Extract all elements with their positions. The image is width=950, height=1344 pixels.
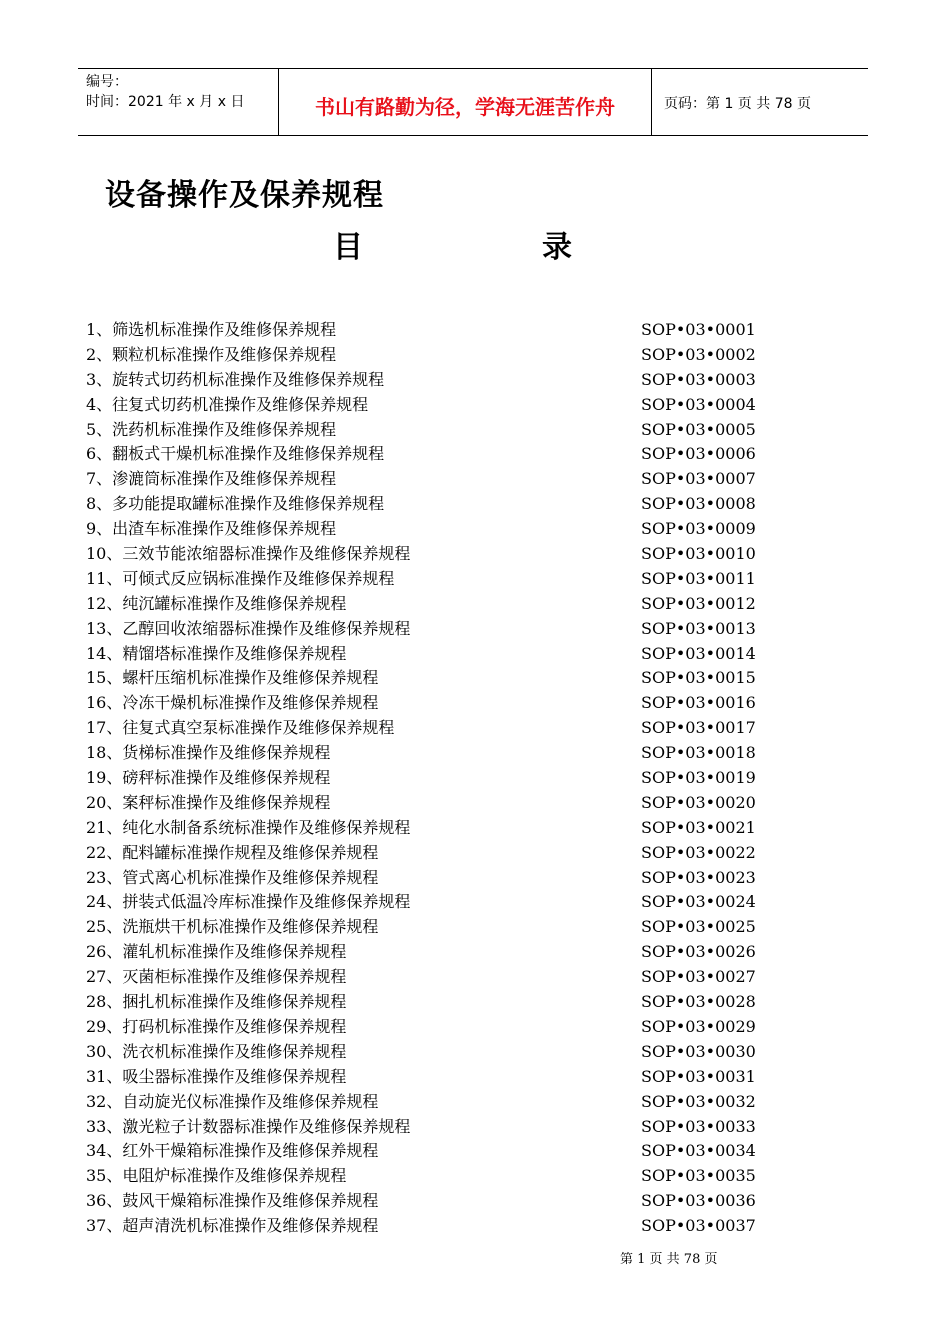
toc-item-title: 30、洗衣机标准操作及维修保养规程 [86, 1041, 347, 1061]
toc-item[interactable] [86, 1015, 786, 1040]
toc-item-title: 2、颗粒机标准操作及维修保养规程 [86, 344, 337, 364]
toc-item-title: 1、筛选机标准操作及维修保养规程 [86, 320, 337, 339]
toc-item-title: 34、红外干燥箱标准操作及维修保养规程 [86, 1141, 379, 1161]
toc-item[interactable] [86, 841, 786, 866]
toc-item[interactable] [86, 915, 786, 940]
toc-item-code: SOP•03•0006 [641, 444, 756, 464]
toc-item-code: SOP•03•0023 [641, 867, 756, 887]
toc-item-title: 16、冷冻干燥机标准操作及维修保养规程 [86, 693, 379, 713]
toc-item[interactable] [86, 1065, 786, 1090]
toc-item[interactable] [86, 442, 786, 467]
toc-item[interactable] [86, 592, 786, 617]
toc-item-title: 14、精馏塔标准操作及维修保养规程 [86, 643, 347, 663]
toc-item-title: 18、货梯标准操作及维修保养规程 [86, 743, 331, 763]
toc-item-title: 21、纯化水制备系统标准操作及维修保养规程 [86, 817, 411, 837]
toc-item-code: SOP•03•0024 [641, 892, 756, 912]
toc-item-code: SOP•03•0014 [641, 643, 756, 663]
toc-item-title: 33、激光粒子计数器标准操作及维修保养规程 [86, 1116, 411, 1136]
toc-item-title: 3、旋转式切药机标准操作及维修保养规程 [86, 369, 385, 389]
toc-item-code: SOP•03•0003 [641, 369, 756, 389]
toc-item-title: 29、打码机标准操作及维修保养规程 [86, 1016, 347, 1036]
toc-item-code: SOP•03•0013 [641, 618, 756, 638]
toc-item[interactable] [86, 990, 786, 1015]
toc-item-code: SOP•03•0032 [641, 1091, 756, 1111]
toc-item-code: SOP•03•0007 [641, 469, 756, 489]
page-footer: 第 1 页 共 78 页 [620, 1252, 718, 1267]
toc-item-title: 13、乙醇回收浓缩器标准操作及维修保养规程 [86, 618, 411, 638]
toc-item-code: SOP•03•0018 [641, 743, 756, 763]
toc-item-title: 6、翻板式干燥机标准操作及维修保养规程 [86, 444, 385, 464]
toc-item[interactable] [86, 940, 786, 965]
toc-item[interactable] [86, 343, 786, 368]
toc-item-code: SOP•03•0028 [641, 992, 756, 1012]
toc-item-title: 25、洗瓶烘干机标准操作及维修保养规程 [86, 917, 379, 937]
toc-item[interactable] [86, 642, 786, 667]
toc-item[interactable] [86, 368, 786, 393]
header-meta [78, 69, 279, 135]
toc-item-title: 31、吸尘器标准操作及维修保养规程 [86, 1066, 347, 1086]
toc-item[interactable] [86, 816, 786, 841]
toc-item[interactable] [86, 866, 786, 891]
toc-item-code: SOP•03•0036 [641, 1191, 756, 1211]
toc-item-code: SOP•03•0016 [641, 693, 756, 713]
toc-item-title: 7、渗漉筒标准操作及维修保养规程 [86, 469, 337, 489]
toc-item[interactable] [86, 766, 786, 791]
toc-item-title: 28、捆扎机标准操作及维修保养规程 [86, 992, 347, 1012]
header-motto: 书山有路勤为径，学海无涯苦作舟 [279, 69, 652, 135]
toc-item[interactable] [86, 716, 786, 741]
toc-item-title: 4、往复式切药机准操作及维修保养规程 [86, 394, 369, 414]
toc-heading-left: 目 [333, 230, 363, 265]
toc-item-title: 8、多功能提取罐标准操作及维修保养规程 [86, 494, 385, 514]
toc-item[interactable] [86, 617, 786, 642]
toc-item[interactable] [86, 1115, 786, 1140]
toc-item-code: SOP•03•0035 [641, 1166, 756, 1186]
toc-item[interactable] [86, 318, 786, 343]
toc-item[interactable] [86, 1164, 786, 1189]
toc-item-code: SOP•03•0034 [641, 1141, 756, 1161]
toc-item[interactable] [86, 791, 786, 816]
number-label: 编号： [86, 74, 128, 90]
toc-item-code: SOP•03•0015 [641, 668, 756, 688]
toc-item-code: SOP•03•0010 [641, 544, 756, 564]
toc-item-code: SOP•03•0011 [641, 568, 756, 588]
toc-heading-right: 录 [542, 230, 572, 265]
toc-item[interactable] [86, 542, 786, 567]
toc-item-code: SOP•03•0005 [641, 419, 756, 439]
toc-item-title: 12、纯沉罐标准操作及维修保养规程 [86, 593, 347, 613]
toc-item-code: SOP•03•0008 [641, 494, 756, 514]
toc-item-code: SOP•03•0026 [641, 942, 756, 962]
toc-item-title: 5、洗药机标准操作及维修保养规程 [86, 419, 337, 439]
toc-item-title: 15、螺杆压缩机标准操作及维修保养规程 [86, 668, 379, 688]
toc-item[interactable] [86, 741, 786, 766]
toc-item-code: SOP•03•0002 [641, 344, 756, 364]
toc-item-code: SOP•03•0029 [641, 1016, 756, 1036]
toc-item-code: SOP•03•0030 [641, 1041, 756, 1061]
toc-item-title: 10、三效节能浓缩器标准操作及维修保养规程 [86, 544, 411, 564]
toc-item-code: SOP•03•0017 [641, 718, 756, 738]
document-title: 设备操作及保养规程 [105, 178, 384, 213]
time-label: 时间：2021 年 x 月 x 日 [86, 94, 245, 110]
toc-item[interactable] [86, 393, 786, 418]
toc-item-title: 19、磅秤标准操作及维修保养规程 [86, 768, 331, 788]
toc-item[interactable] [86, 467, 786, 492]
toc-item[interactable] [86, 1090, 786, 1115]
toc-item[interactable] [86, 1189, 786, 1214]
toc-item-code: SOP•03•0009 [641, 519, 756, 539]
toc-item-title: 24、拼装式低温冷库标准操作及维修保养规程 [86, 892, 411, 912]
toc-item[interactable] [86, 890, 786, 915]
toc-item-title: 22、配料罐标准操作规程及维修保养规程 [86, 842, 379, 862]
toc-item-title: 20、案秤标准操作及维修保养规程 [86, 792, 331, 812]
toc-item-title: 11、可倾式反应锅标准操作及维修保养规程 [86, 568, 395, 588]
table-of-contents [86, 318, 786, 1239]
toc-item[interactable] [86, 1040, 786, 1065]
header-table [78, 68, 868, 136]
toc-item-title: 26、灌轧机标准操作及维修保养规程 [86, 942, 347, 962]
header-page-info: 页码：第 1 页 共 78 页 [664, 96, 811, 112]
toc-item-code: SOP•03•0037 [641, 1216, 756, 1236]
toc-item-code: SOP•03•0021 [641, 817, 756, 837]
toc-item-title: 37、超声清洗机标准操作及维修保养规程 [86, 1216, 379, 1236]
toc-item-title: 27、灭菌柜标准操作及维修保养规程 [86, 967, 347, 987]
toc-item-title: 23、管式离心机标准操作及维修保养规程 [86, 867, 379, 887]
toc-item-code: SOP•03•0025 [641, 917, 756, 937]
toc-item-title: 32、自动旋光仪标准操作及维修保养规程 [86, 1091, 379, 1111]
toc-item[interactable] [86, 517, 786, 542]
toc-item-title: 9、出渣车标准操作及维修保养规程 [86, 519, 337, 539]
toc-item-code: SOP•03•0004 [641, 394, 756, 414]
toc-item-code: SOP•03•0031 [641, 1066, 756, 1086]
toc-item-title: 35、电阻炉标准操作及维修保养规程 [86, 1166, 347, 1186]
toc-item[interactable] [86, 418, 786, 443]
toc-item-title: 17、往复式真空泵标准操作及维修保养规程 [86, 718, 395, 738]
toc-item-code: SOP•03•0033 [641, 1116, 756, 1136]
toc-item-code: SOP•03•0022 [641, 842, 756, 862]
toc-item[interactable] [86, 965, 786, 990]
toc-item-title: 36、鼓风干燥箱标准操作及维修保养规程 [86, 1191, 379, 1211]
toc-item-code: SOP•03•0001 [641, 320, 756, 339]
toc-item-code: SOP•03•0012 [641, 593, 756, 613]
toc-item-code: SOP•03•0027 [641, 967, 756, 987]
toc-item[interactable] [86, 691, 786, 716]
toc-item-code: SOP•03•0019 [641, 768, 756, 788]
toc-item[interactable] [86, 492, 786, 517]
toc-item[interactable] [86, 1214, 786, 1239]
toc-item-code: SOP•03•0020 [641, 792, 756, 812]
toc-item[interactable] [86, 1139, 786, 1164]
toc-item[interactable] [86, 567, 786, 592]
toc-item[interactable] [86, 666, 786, 691]
